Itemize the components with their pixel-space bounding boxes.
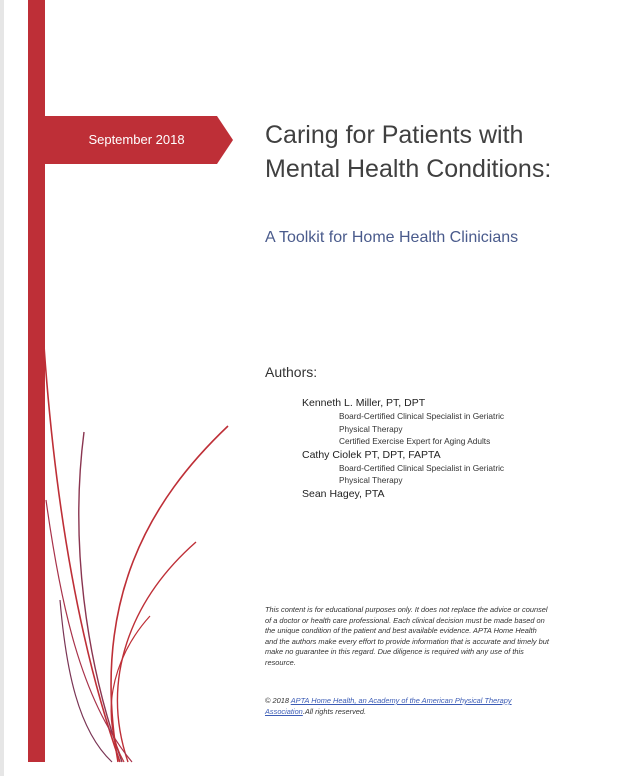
banner-date: September 2018 bbox=[88, 132, 185, 147]
author-credential: Physical Therapy bbox=[339, 475, 403, 485]
author-credential: Physical Therapy bbox=[339, 423, 403, 434]
author-name: Cathy Ciolek PT, DPT, FAPTA bbox=[302, 448, 441, 461]
authors-heading: Authors: bbox=[265, 364, 318, 380]
swoosh-line bbox=[44, 346, 120, 762]
copyright-prefix: © 2018 bbox=[265, 696, 291, 705]
disclaimer-text: This content is for educational purposes only. It does not replace the advice or counsel of a doctor or health care professional. Each clinical decision must be made based on the unique condition of the patient and best available evidence. APTA Home Health and the authors make every effort to provide information that is accurate and timely but make no guarantee in this regard. Due diligence is required with any use of this resource. bbox=[265, 605, 549, 667]
author-entry bbox=[302, 448, 602, 487]
copyright-notice bbox=[265, 696, 555, 717]
swoosh-line bbox=[111, 616, 150, 762]
date-banner bbox=[45, 116, 233, 164]
decorative-swooshes bbox=[0, 330, 240, 776]
author-name: Kenneth L. Miller, PT, DPT bbox=[302, 397, 426, 409]
swoosh-line bbox=[111, 426, 228, 762]
document-subtitle: A Toolkit for Home Health Clinicians bbox=[265, 229, 519, 246]
swoosh-line bbox=[60, 600, 112, 762]
author-list bbox=[302, 396, 602, 501]
author-credential: Board-Certified Clinical Specialist in Geriatric bbox=[339, 462, 505, 473]
author-entry bbox=[302, 487, 602, 501]
author-credential: Board-Certified Clinical Specialist in Geriatric bbox=[339, 411, 505, 421]
author-name: Sean Hagey, PTA bbox=[302, 487, 385, 500]
copyright-suffix: .All rights reserved. bbox=[302, 706, 367, 716]
swoosh-line bbox=[118, 542, 196, 762]
apta-home-health-link[interactable]: APTA Home Health, an Academy of the American Physical Therapy Association bbox=[265, 696, 512, 716]
document-title: Caring for Patients with Mental Health Conditions: bbox=[265, 121, 552, 183]
author-credential: Certified Exercise Expert for Aging Adults bbox=[339, 436, 491, 446]
author-entry bbox=[302, 396, 602, 448]
